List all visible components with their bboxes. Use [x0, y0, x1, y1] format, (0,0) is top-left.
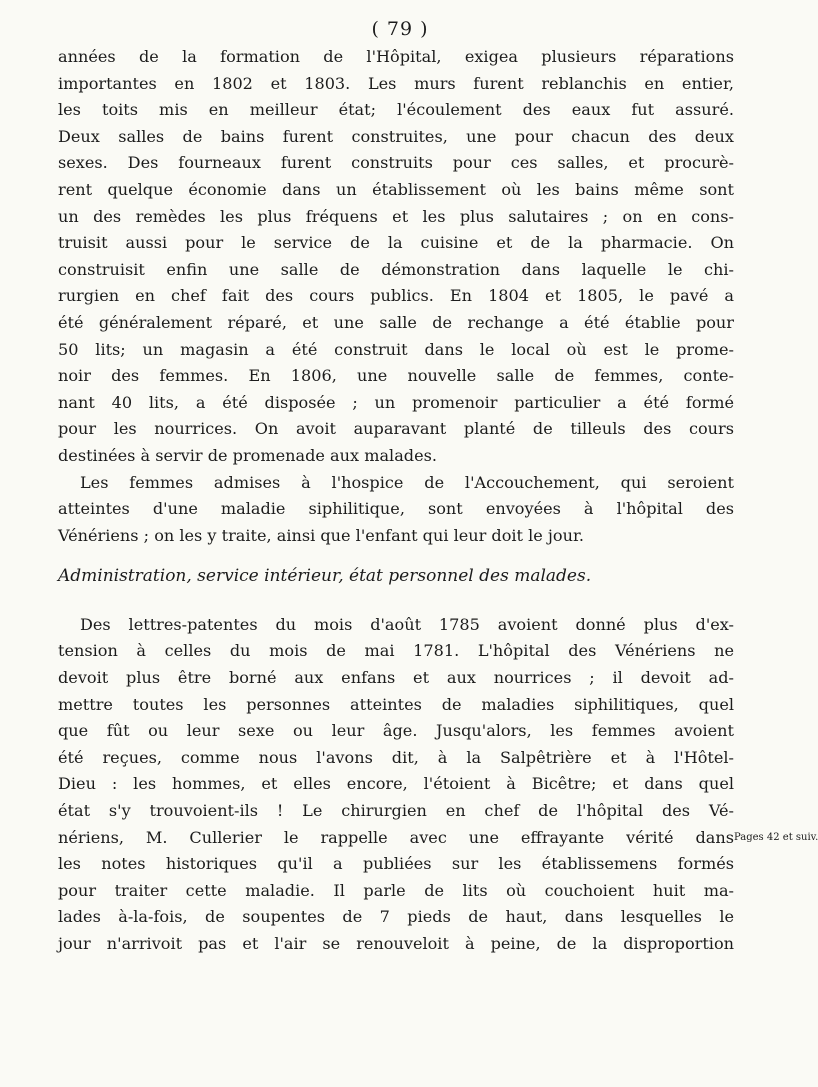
text-line: que fût ou leur sexe ou leur âge. Jusqu'alors, les femmes avoient	[58, 721, 734, 741]
page-number: ( 79 )	[371, 18, 429, 40]
text-line: noir des femmes. En 1806, une nouvelle salle de femmes, conte-	[58, 366, 734, 386]
text-line: Des lettres-patentes du mois d'août 1785 avoient donné plus d'ex-	[80, 614, 734, 634]
text-line: nant 40 lits, a été disposée ; un promenoir particulier a été formé	[58, 392, 734, 412]
text-line: destinées à servir de promenade aux malades.	[58, 445, 437, 465]
text-line: pour traiter cette maladie. Il parle de lits où couchoient huit ma-	[58, 880, 734, 900]
text-line: jour n'arrivoit pas et l'air se renouveloit à peine, de la disproportion	[58, 934, 734, 953]
text-line: devoit plus être borné aux enfans et aux nourrices ; il devoit ad-	[58, 668, 734, 688]
text-line: rent quelque économie dans un établissement où les bains même sont	[58, 179, 734, 199]
text-line: rurgien en chef fait des cours publics. En 1804 et 1805, le pavé a	[58, 286, 734, 306]
paragraph-1	[58, 44, 734, 470]
text-line: Dieu : les hommes, et elles encore, l'étoient à Bicêtre; et dans quel	[58, 774, 734, 794]
text-line: été reçues, comme nous l'avons dit, à la Salpêtrière et à l'Hôtel-	[58, 747, 734, 767]
text-line: nériens, M. Cullerier le rappelle avec une effrayante vérité dans	[58, 827, 734, 847]
text-line: atteintes d'une maladie siphilitique, sont envoyées à l'hôpital des	[58, 499, 734, 519]
text-line: construisit enfin une salle de démonstration dans laquelle le chi-	[58, 259, 734, 279]
text-line: été généralement réparé, et une salle de rechange a été établie pour	[58, 312, 734, 332]
text-line: tension à celles du mois de mai 1781. L'hôpital des Vénériens ne	[58, 641, 734, 661]
text-line: les notes historiques qu'il a publiées sur les établissemens formés	[58, 854, 734, 874]
text-line: Les femmes admises à l'hospice de l'Accouchement, qui seroient	[80, 472, 734, 492]
text-line: années de la formation de l'Hôpital, exigea plusieurs réparations	[58, 47, 734, 66]
text-line: truisit aussi pour le service de la cuisine et de la pharmacie. On	[58, 233, 734, 253]
paragraph-2	[58, 470, 734, 497]
text-line: importantes en 1802 et 1803. Les murs furent reblanchis en entier,	[58, 73, 734, 93]
text-line: Vénériens ; on les y traite, ainsi que l'enfant qui leur doit le jour.	[58, 525, 585, 545]
text-line: 50 lits; un magasin a été construit dans le local où est le prome-	[58, 339, 734, 359]
text-line: mettre toutes les personnes atteintes de maladies siphilitiques, quel	[58, 694, 734, 714]
margin-note: Pages 42 et suiv.	[734, 831, 818, 843]
text-line: Deux salles de bains furent construites, une pour chacun des deux	[58, 126, 734, 146]
text-line: pour les nourrices. On avoit auparavant planté de tilleuls des cours	[58, 419, 734, 439]
text-line: état s'y trouvoient-ils ! Le chirurgien en chef de l'hôpital des Vé-	[58, 801, 734, 821]
text-line: les toits mis en meilleur état; l'écoulement des eaux fut assuré.	[58, 100, 734, 120]
text-line: sexes. Des fourneaux furent construits pour ces salles, et procurè-	[58, 153, 734, 173]
text-line: lades à-la-fois, de soupentes de 7 pieds de haut, dans lesquelles le	[58, 907, 734, 927]
body-text	[58, 44, 818, 958]
paragraph-2-cont	[58, 496, 734, 549]
section-heading: Administration, service intérieur, état personnel des malades.	[58, 566, 592, 587]
line-with-margin-note	[58, 825, 818, 852]
paragraph-3	[58, 612, 818, 958]
text-line: un des remèdes les plus fréquens et les plus salutaires ; on en cons-	[58, 206, 734, 226]
